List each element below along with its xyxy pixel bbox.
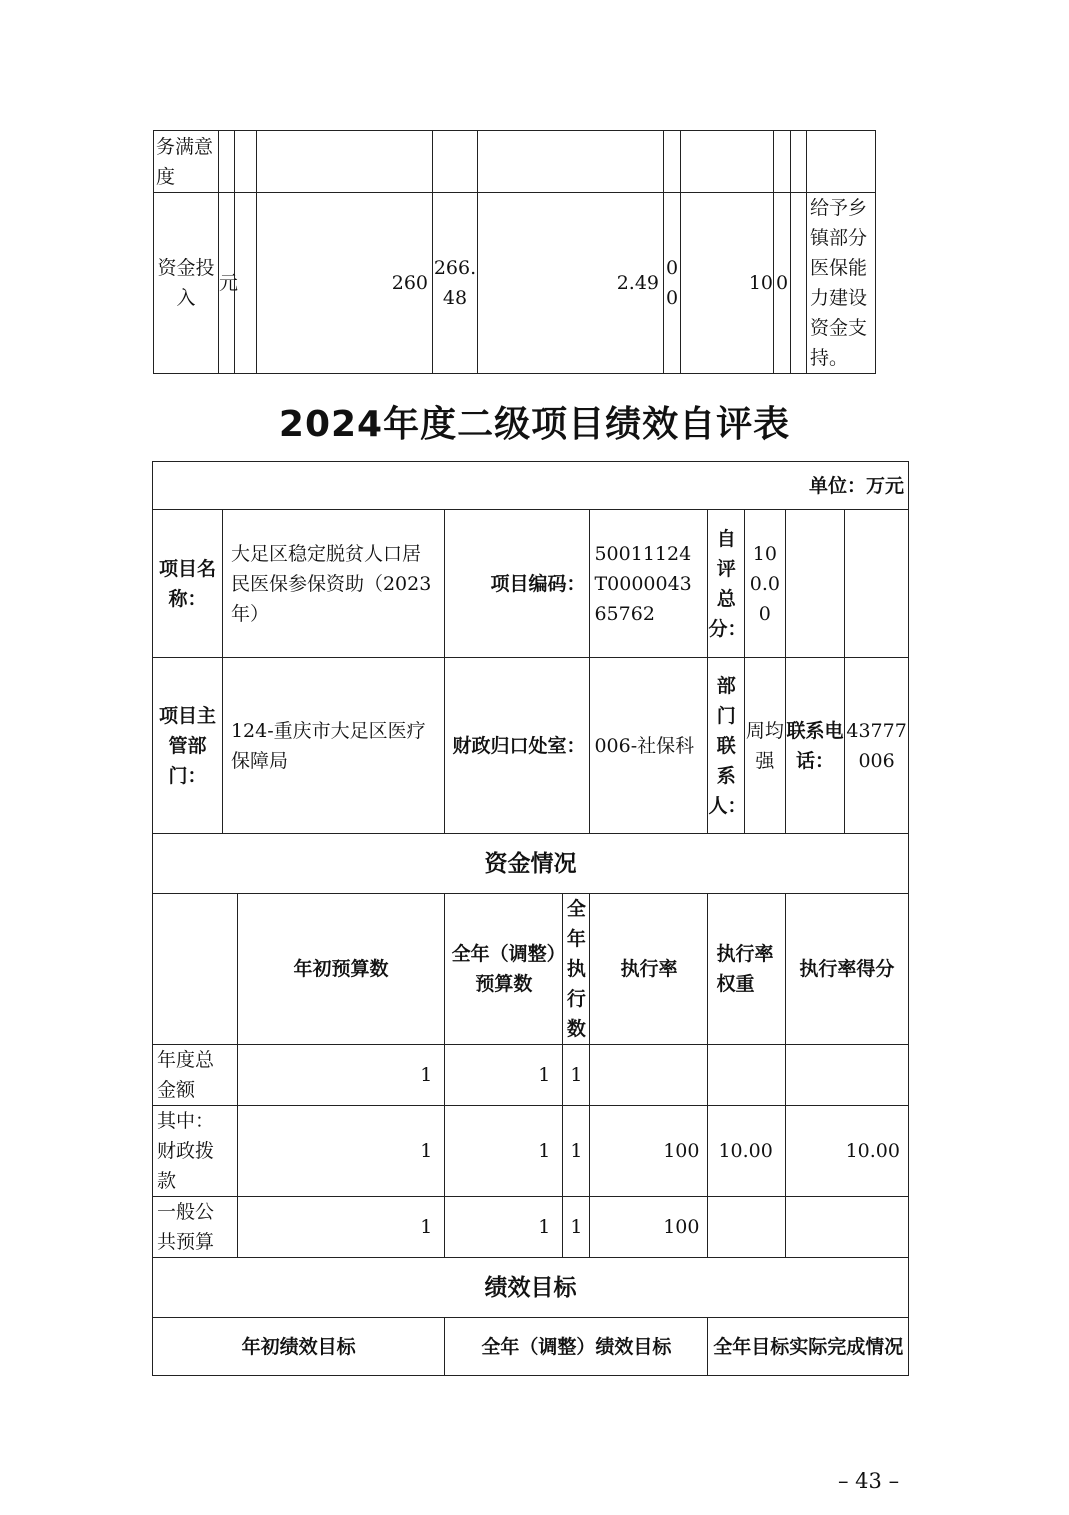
prev-unit: 元 — [219, 193, 235, 374]
rate-weight-value: 10.00 — [708, 1106, 785, 1197]
prev-value-4: 00 — [664, 193, 681, 374]
prev-value-3: 2.49 — [478, 193, 664, 374]
header-execution-rate: 执行率 — [590, 894, 708, 1045]
goals-header-row — [153, 1318, 909, 1376]
page-title: 2024年度二级项目绩效自评表 — [278, 404, 791, 445]
phone-value: 43777006 — [845, 658, 909, 834]
rate-score-value — [785, 1197, 908, 1258]
prev-row-satisfaction — [154, 131, 876, 193]
dept-label: 项目主管部门： — [153, 658, 223, 834]
funds-section-row — [153, 834, 909, 894]
unit-row — [153, 462, 909, 510]
project-info-row — [153, 510, 909, 658]
executed-value: 1 — [563, 1197, 590, 1258]
evaluation-table — [152, 461, 909, 1376]
contact-label: 部门联系人： — [708, 658, 745, 834]
project-code-label: 项目编码： — [445, 510, 590, 658]
phone-label: 联系电话： — [785, 658, 845, 834]
initial-budget-value: 1 — [237, 1106, 445, 1197]
prev-note: 给予乡镇部分医保能力建设资金支持。 — [807, 193, 876, 374]
header-initial-budget: 年初预算数 — [237, 894, 445, 1045]
goals-section-title: 绩效目标 — [153, 1258, 909, 1318]
executed-value: 1 — [563, 1045, 590, 1106]
funds-row-general — [153, 1197, 909, 1258]
header-adjusted-budget: 全年（调整）预算数 — [445, 894, 563, 1045]
execution-rate-value: 100 — [590, 1197, 708, 1258]
header-rate-score: 执行率得分 — [785, 894, 908, 1045]
initial-budget-value: 1 — [237, 1045, 445, 1106]
dept-info-row — [153, 658, 909, 834]
adjusted-budget-value: 1 — [445, 1106, 563, 1197]
rate-weight-value — [708, 1045, 785, 1106]
project-code: 50011124T000004365762 — [590, 510, 708, 658]
dept-name: 124-重庆市大足区医疗保障局 — [222, 658, 444, 834]
funds-row-fiscal — [153, 1106, 909, 1197]
adjusted-budget-value: 1 — [445, 1197, 563, 1258]
contact-name: 周均强 — [744, 658, 785, 834]
goals-initial-header: 年初绩效目标 — [153, 1318, 445, 1376]
prev-value-6: 0 — [774, 193, 791, 374]
rate-score-value — [785, 1045, 908, 1106]
funds-row-total — [153, 1045, 909, 1106]
prev-value-5: 10 — [681, 193, 774, 374]
header-rate-weight: 执行率权重 — [708, 894, 785, 1045]
project-name-label: 项目名称： — [153, 510, 223, 658]
goals-section-row — [153, 1258, 909, 1318]
prev-value-2: 266.48 — [433, 193, 478, 374]
execution-rate-value: 100 — [590, 1106, 708, 1197]
score-label: 自评总分： — [708, 510, 745, 658]
goals-completion-header: 全年目标实际完成情况 — [708, 1318, 909, 1376]
initial-budget-value: 1 — [237, 1197, 445, 1258]
prev-table — [153, 130, 876, 374]
prev-row-label: 资金投入 — [154, 193, 219, 374]
adjusted-budget-value: 1 — [445, 1045, 563, 1106]
row-label: 其中：财政拨款 — [153, 1106, 238, 1197]
finance-label: 财政归口处室： — [445, 658, 590, 834]
header-executed: 全年执行数 — [563, 894, 590, 1045]
finance-office: 006-社保科 — [590, 658, 708, 834]
executed-value: 1 — [563, 1106, 590, 1197]
unit-label: 单位：万元 — [153, 462, 909, 510]
funds-header-row — [153, 894, 909, 1045]
prev-row-label: 务满意度 — [154, 131, 219, 193]
rate-score-value: 10.00 — [785, 1106, 908, 1197]
funds-section-title: 资金情况 — [153, 834, 909, 894]
score-value: 100.00 — [744, 510, 785, 658]
prev-value-1: 260 — [257, 193, 433, 374]
rate-weight-value — [708, 1197, 785, 1258]
row-label: 一般公共预算 — [153, 1197, 238, 1258]
row-label: 年度总金额 — [153, 1045, 238, 1106]
execution-rate-value — [590, 1045, 708, 1106]
prev-row-funds — [154, 193, 876, 374]
goals-adjusted-header: 全年（调整）绩效目标 — [445, 1318, 708, 1376]
project-name: 大足区稳定脱贫人口居民医保参保资助（2023年） — [222, 510, 444, 658]
page-number: – 43 – — [838, 1469, 900, 1493]
